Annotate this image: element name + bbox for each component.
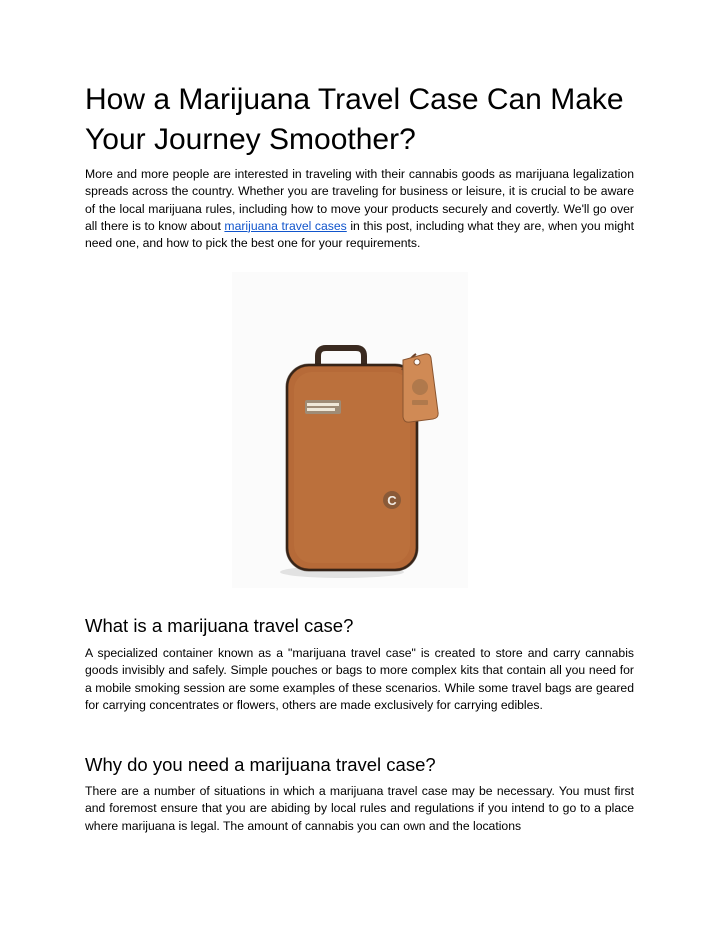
section-heading-why: Why do you need a marijuana travel case? bbox=[85, 754, 436, 775]
section-why-paragraph: There are a number of situations in which a marijuana travel case may be necessary. You must first and foremost ensure that you are abiding by local rules and regulations if you intend to go to a place where marijuana is legal. The amount of cannabis you can own and the locations bbox=[85, 784, 634, 833]
intro-paragraph bbox=[85, 166, 634, 252]
section-what-paragraph: A specialized container known as a "marijuana travel case" is created to store and carry cannabis goods invisibly and safely. Simple pouches or bags to more complex kits that contain all you need for a mobile smoking session are some examples of these scenarios. While some travel bags are geared for carrying concentrates or flowers, others are made exclusively for carrying edibles. bbox=[85, 646, 634, 712]
travel-cases-link[interactable]: marijuana travel cases bbox=[224, 218, 347, 233]
intro-text-end: in this post, including what they are, when you might need one, and how to pick the best one for your requirements. bbox=[85, 218, 634, 251]
travel-case-photo bbox=[232, 272, 468, 588]
section-heading-what: What is a marijuana travel case? bbox=[85, 615, 354, 636]
hang-tag bbox=[403, 354, 438, 422]
svg-text:C: C bbox=[387, 493, 397, 508]
intro-text: More and more people are interested in traveling with their cannabis goods as marijuana legalization spreads across the country. Whether you are traveling for business or leisure, it is crucial to be aware of the local marijuana rules, including how to move your products securely and covertly. We'll go over all there is to know about bbox=[85, 167, 634, 233]
page-title: How a Marijuana Travel Case Can Make Your Journey Smoother? bbox=[85, 83, 624, 156]
brand-logo bbox=[305, 400, 341, 414]
